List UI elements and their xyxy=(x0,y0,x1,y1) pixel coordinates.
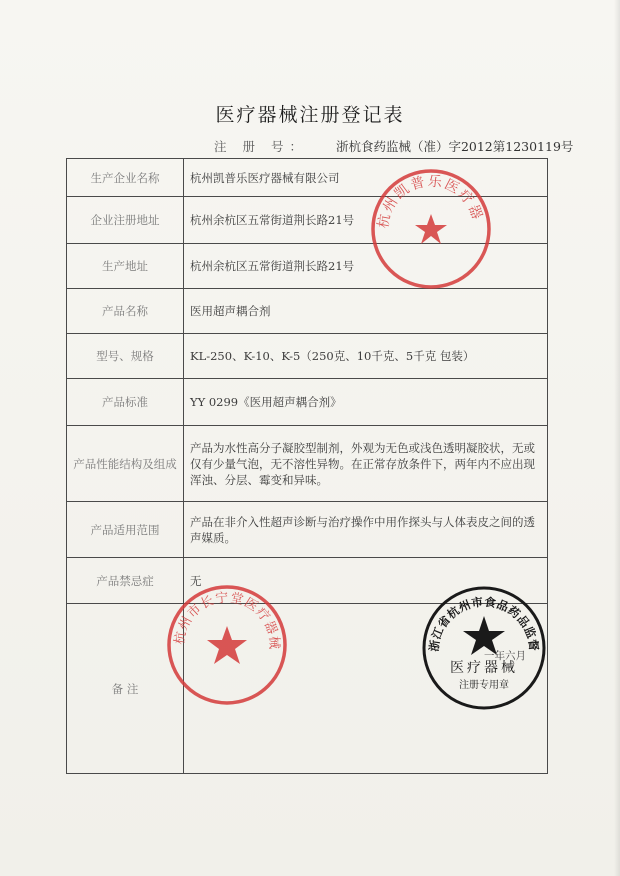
registration-number-value: 浙杭食药监械（准）字2012第1230119号 xyxy=(335,139,574,154)
authority-seal-ring-text: 浙江省杭州市食品药品监督 xyxy=(426,594,542,653)
hospital-seal xyxy=(162,580,292,710)
row-value: KL-250、K-10、K-5（250克、10千克、5千克 包装） xyxy=(184,334,548,379)
row-value: 医用超声耦合剂 xyxy=(184,289,548,334)
scan-edge-shadow xyxy=(614,0,620,876)
company-seal-graphic xyxy=(366,164,496,294)
company-seal-text: 杭州凯普乐医疗器 xyxy=(375,173,486,230)
row-label: 企业注册地址 xyxy=(67,197,184,244)
table-row xyxy=(67,426,548,502)
table-row xyxy=(67,289,548,334)
table-row xyxy=(67,379,548,426)
row-value: 产品在非介入性超声诊断与治疗操作中用作探头与人体表皮之间的透声媒质。 xyxy=(184,502,548,558)
row-label: 产品标准 xyxy=(67,379,184,426)
authority-seal-bottom-text: 注册专用章 xyxy=(459,680,509,691)
hospital-seal-text: 杭州市长宁堂医疗器械 xyxy=(172,590,282,651)
row-label: 产品名称 xyxy=(67,289,184,334)
row-value: YY 0299《医用超声耦合剂》 xyxy=(184,379,548,426)
row-label: 备 注 xyxy=(67,604,184,774)
row-label: 产品性能结构及组成 xyxy=(67,426,184,502)
table-row xyxy=(67,334,548,379)
registration-number-label: 注 册 号： xyxy=(214,139,308,154)
authority-seal-center-text: 医疗器械 xyxy=(450,660,518,676)
row-label: 生产地址 xyxy=(67,244,184,289)
date-fragment: 一年六月 xyxy=(484,650,526,662)
hospital-seal-graphic xyxy=(162,580,292,710)
row-label: 产品适用范围 xyxy=(67,502,184,558)
registration-number-line xyxy=(214,137,573,155)
row-value: 产品为水性高分子凝胶型制剂，外观为无色或浅色透明凝胶状，无或仅有少量气泡，无不溶性异物。在正常存放条件下，两年内不应出现浑浊、分层、霉变和异味。 xyxy=(184,426,548,502)
row-value: 无 xyxy=(184,558,548,604)
row-value: 杭州余杭区五常街道荆长路21号 xyxy=(184,197,548,244)
row-label: 型号、规格 xyxy=(67,334,184,379)
row-value: 杭州凯普乐医疗器械有限公司 xyxy=(184,159,548,197)
document-title: 医疗器械注册登记表 xyxy=(215,104,405,126)
table-row xyxy=(67,502,548,558)
row-label: 生产企业名称 xyxy=(67,159,184,197)
row-label: 产品禁忌症 xyxy=(67,558,184,604)
row-value: 杭州余杭区五常街道荆长路21号 xyxy=(184,244,548,289)
company-seal xyxy=(366,164,496,294)
